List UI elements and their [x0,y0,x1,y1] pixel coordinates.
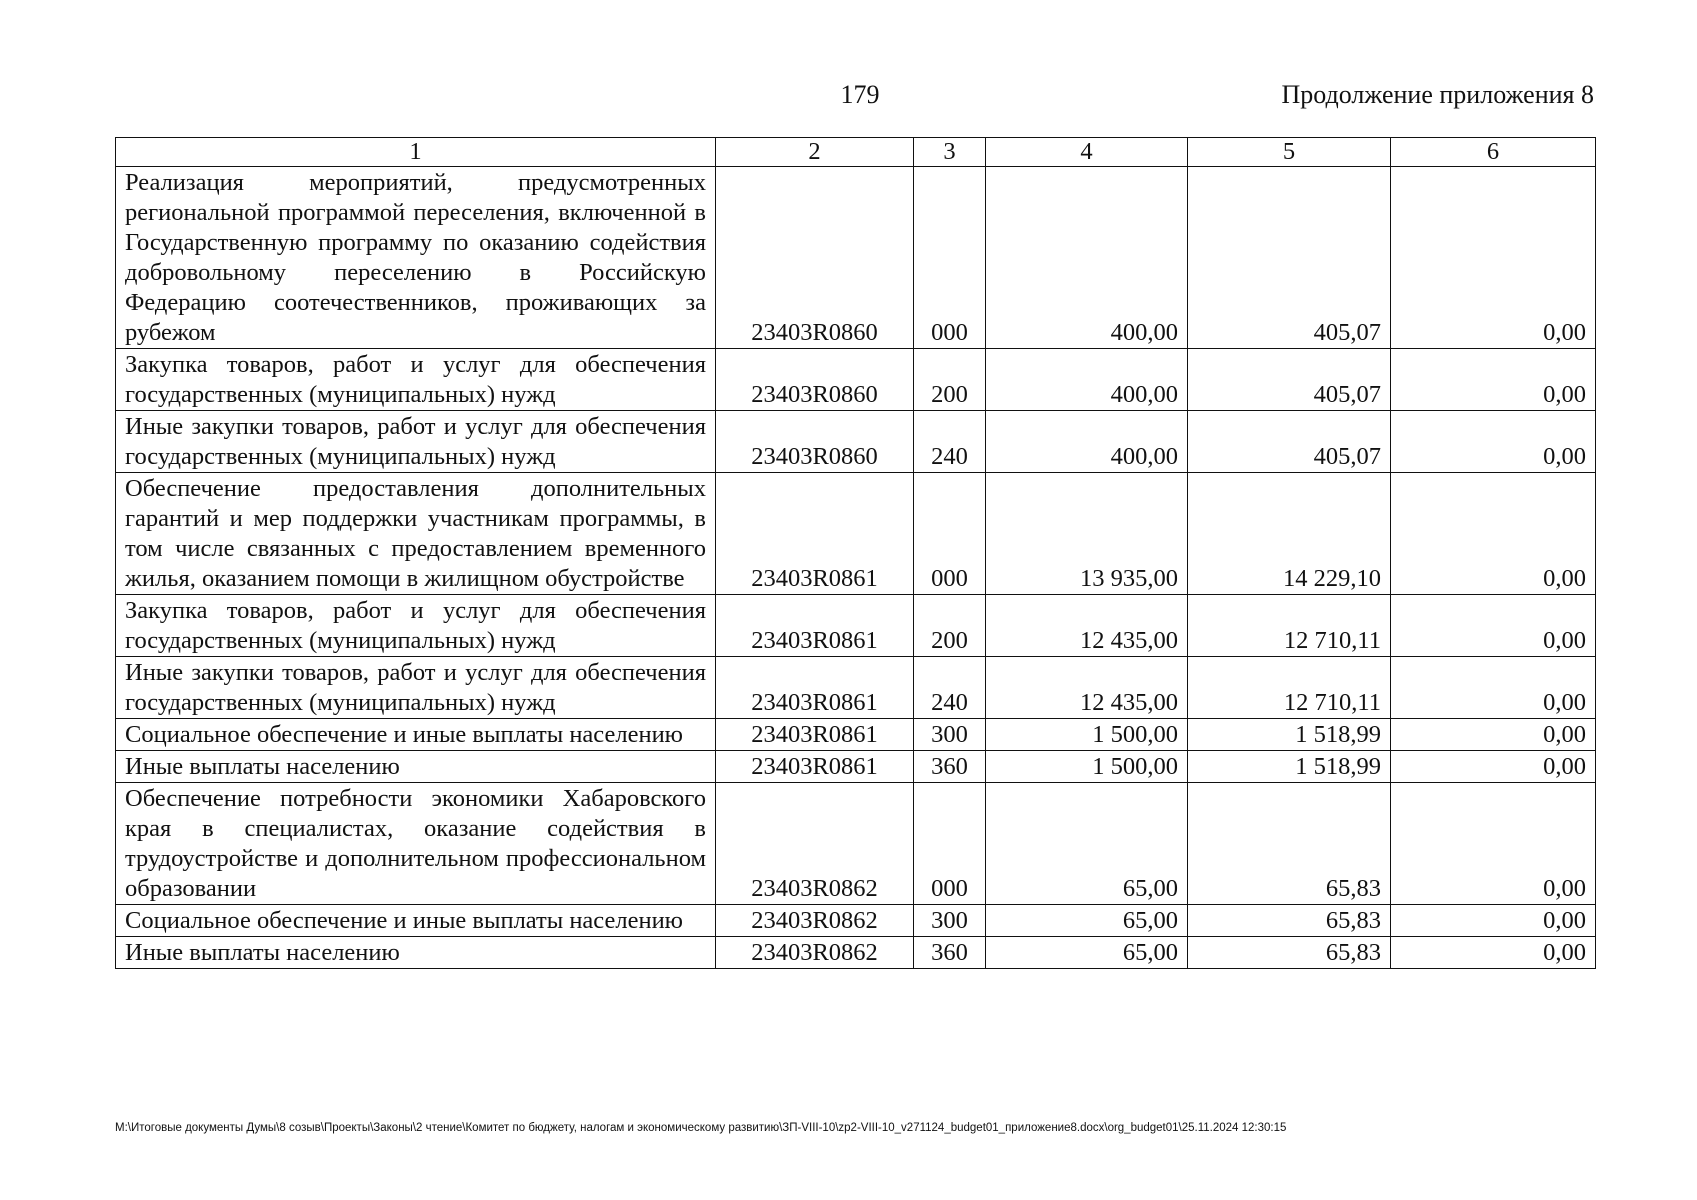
budget-table [115,137,1596,969]
column-header-1: 1 [116,138,716,167]
row-value-4: 1 500,00 [986,719,1188,751]
column-header-4: 4 [986,138,1188,167]
row-expense-type: 300 [914,905,986,937]
table-row [116,783,1596,905]
row-expense-type: 200 [914,349,986,411]
table-row [116,167,1596,349]
row-value-4: 12 435,00 [986,595,1188,657]
row-value-4: 65,00 [986,905,1188,937]
table-row [116,349,1596,411]
row-value-6: 0,00 [1391,783,1596,905]
row-value-5: 1 518,99 [1188,719,1391,751]
row-value-5: 65,83 [1188,905,1391,937]
row-value-4: 400,00 [986,411,1188,473]
row-name: Иные закупки товаров, работ и услуг для обеспечения государственных (муниципальных) нужд [116,411,716,473]
row-value-5: 1 518,99 [1188,751,1391,783]
row-target-code: 23403R0861 [716,719,914,751]
page-number: 179 [840,80,880,109]
row-value-5: 65,83 [1188,783,1391,905]
row-value-5: 12 710,11 [1188,657,1391,719]
row-value-4: 65,00 [986,937,1188,969]
row-expense-type: 240 [914,657,986,719]
row-target-code: 23403R0861 [716,595,914,657]
row-name: Закупка товаров, работ и услуг для обеспечения государственных (муниципальных) нужд [116,595,716,657]
row-value-5: 12 710,11 [1188,595,1391,657]
continuation-label: Продолжение приложения 8 [1281,80,1594,109]
row-value-6: 0,00 [1391,473,1596,595]
row-expense-type: 000 [914,783,986,905]
table-row [116,411,1596,473]
row-value-5: 405,07 [1188,349,1391,411]
row-expense-type: 240 [914,411,986,473]
row-expense-type: 000 [914,473,986,595]
table-row [116,595,1596,657]
table-row [116,905,1596,937]
table-row [116,937,1596,969]
row-name: Социальное обеспечение и иные выплаты населению [116,905,716,937]
row-value-4: 400,00 [986,349,1188,411]
row-value-6: 0,00 [1391,905,1596,937]
row-name: Обеспечение предоставления дополнительных гарантий и мер поддержки участникам программы, в том числе связанных с предоставлением временного жилья, оказанием помощи в жилищном обустройстве [116,473,716,595]
row-value-4: 65,00 [986,783,1188,905]
column-header-3: 3 [914,138,986,167]
row-expense-type: 000 [914,167,986,349]
row-value-6: 0,00 [1391,411,1596,473]
row-name: Иные выплаты населению [116,751,716,783]
row-target-code: 23403R0862 [716,937,914,969]
row-value-5: 14 229,10 [1188,473,1391,595]
table-row [116,657,1596,719]
row-name: Социальное обеспечение и иные выплаты населению [116,719,716,751]
row-name: Обеспечение потребности экономики Хабаровского края в специалистах, оказание содействия в трудоустройстве и дополнительном профессиональном образовании [116,783,716,905]
row-expense-type: 360 [914,937,986,969]
row-value-5: 65,83 [1188,937,1391,969]
row-value-5: 405,07 [1188,411,1391,473]
table-row [116,473,1596,595]
row-target-code: 23403R0862 [716,783,914,905]
column-header-5: 5 [1188,138,1391,167]
document-file-path: M:\Итоговые документы Думы\8 созыв\Проекты\Законы\2 чтение\Комитет по бюджету, налогам и экономическому развитию\ЗП-VIII-10\zp2-VIII-10_v271124_budget01_приложение8.docx\org_budget01\25.11.2024 12:30:15 [115,1122,1287,1134]
row-value-4: 400,00 [986,167,1188,349]
row-expense-type: 360 [914,751,986,783]
row-expense-type: 200 [914,595,986,657]
row-value-6: 0,00 [1391,751,1596,783]
row-target-code: 23403R0860 [716,167,914,349]
row-value-6: 0,00 [1391,657,1596,719]
row-value-6: 0,00 [1391,937,1596,969]
table-header-row [116,138,1596,167]
column-header-2: 2 [716,138,914,167]
row-name: Иные выплаты населению [116,937,716,969]
column-header-6: 6 [1391,138,1596,167]
row-value-6: 0,00 [1391,595,1596,657]
row-name: Закупка товаров, работ и услуг для обеспечения государственных (муниципальных) нужд [116,349,716,411]
row-value-4: 12 435,00 [986,657,1188,719]
row-target-code: 23403R0860 [716,411,914,473]
row-name: Иные закупки товаров, работ и услуг для обеспечения государственных (муниципальных) нужд [116,657,716,719]
row-value-4: 13 935,00 [986,473,1188,595]
row-name: Реализация мероприятий, предусмотренных региональной программой переселения, включенной в Государственную программу по оказанию содействия добровольному переселению в Российскую Федерацию соотечественников, проживающих за рубежом [116,167,716,349]
row-target-code: 23403R0860 [716,349,914,411]
table-row [116,719,1596,751]
row-value-5: 405,07 [1188,167,1391,349]
row-target-code: 23403R0861 [716,473,914,595]
row-expense-type: 300 [914,719,986,751]
row-value-6: 0,00 [1391,719,1596,751]
table-row [116,751,1596,783]
row-value-4: 1 500,00 [986,751,1188,783]
row-target-code: 23403R0861 [716,751,914,783]
row-target-code: 23403R0862 [716,905,914,937]
row-target-code: 23403R0861 [716,657,914,719]
row-value-6: 0,00 [1391,349,1596,411]
row-value-6: 0,00 [1391,167,1596,349]
